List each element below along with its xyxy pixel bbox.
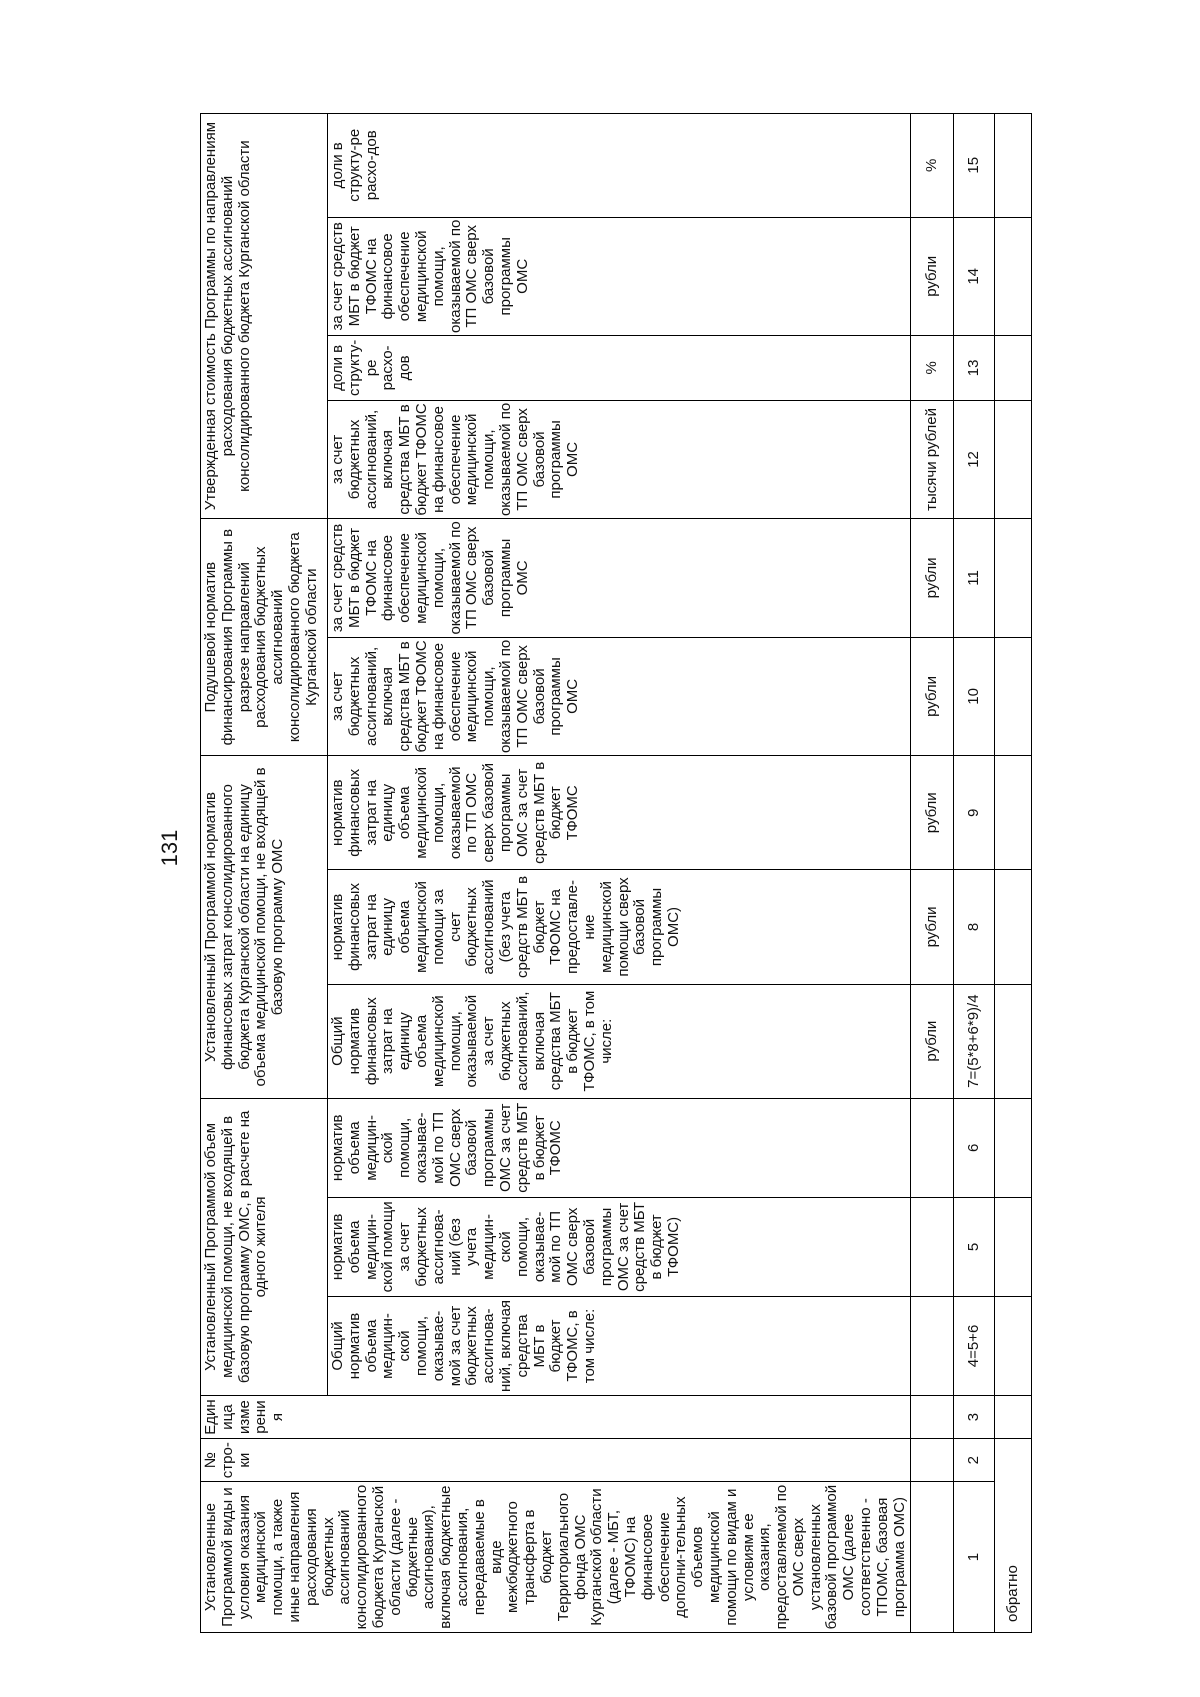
unit-cell: рубли bbox=[911, 217, 954, 335]
header-unit: Единица измерени я bbox=[201, 1396, 911, 1439]
column-number: 6 bbox=[954, 1098, 995, 1197]
header-col-15: доли в структу-ре расхо-дов bbox=[328, 114, 911, 218]
column-number: 3 bbox=[954, 1396, 995, 1439]
unit-cell: рубли bbox=[911, 756, 954, 870]
header-volume-group: Установленный Программой объем медицинской помощи, не входящей в базовую программу ОМС, в расчете на одного жителя bbox=[201, 1098, 328, 1395]
column-number: 12 bbox=[954, 400, 995, 518]
header-col-14: за счет средств МБТ в бюджет ТФОМС на финансовое обеспечение медицинской помощи, оказываемой по ТП ОМС сверх базовой программы ОМС bbox=[328, 217, 911, 335]
empty-cell bbox=[995, 756, 1032, 870]
header-col-9: норматив финансовых затрат на единицу объема медицинской помощи, оказываемой по ТП ОМС сверх базовой программы ОМС за счет средств МБТ в бюджет ТФОМС bbox=[328, 756, 911, 870]
unit-cell: рубли bbox=[911, 870, 954, 984]
unit-cell: % bbox=[911, 114, 954, 218]
footer-note: обратно bbox=[995, 1439, 1032, 1633]
empty-cell bbox=[995, 1296, 1032, 1395]
unit-cell: % bbox=[911, 336, 954, 401]
empty-cell bbox=[995, 1396, 1032, 1439]
header-col-11: за счет средств МБТ в бюджет ТФОМС на финансовое обеспечение медицинской помощи, оказываемой по ТП ОМС сверх базовой программы ОМС bbox=[328, 519, 911, 638]
column-numbers-row bbox=[954, 114, 995, 1633]
header-cost-norm-group: Установленный Программой норматив финансовых затрат консолидированного бюджета Курганской области на единицу объема медицинской помощи, не входящей в базовую программу ОМС bbox=[201, 756, 328, 1099]
empty-cell bbox=[995, 1098, 1032, 1197]
unit-cell bbox=[911, 1396, 954, 1439]
unit-cell: тысячи рублей bbox=[911, 400, 954, 518]
column-number: 13 bbox=[954, 336, 995, 401]
header-row-number: № стро-ки bbox=[201, 1439, 911, 1482]
header-col-7: Общий норматив финансовых затрат на единицу объема медицинской помощи, оказываемой за счет бюджетных ассигнований, включая средства МБТ в бюджет ТФОМС, в том числе: bbox=[328, 984, 911, 1098]
header-col-4: Общий норматив объема медицин-ской помощи, оказывае-мой за счет бюджетных ассигнова-ний, включая средства МБТ в бюджет ТФОМС, в том числе: bbox=[328, 1296, 911, 1395]
column-number: 2 bbox=[954, 1439, 995, 1482]
header-col-13: доли в структу-ре расхо-дов bbox=[328, 336, 911, 401]
unit-cell: рубли bbox=[911, 519, 954, 638]
column-number: 14 bbox=[954, 217, 995, 335]
column-number: 4=5+6 bbox=[954, 1296, 995, 1395]
unit-cell: рубли bbox=[911, 637, 954, 755]
unit-cell bbox=[911, 1197, 954, 1296]
header-col-5: норматив объема медицин-ской помощи за счет бюджетных ассигнова-ний (без учета медицин-ской помощи, оказывае-мой по ТП ОМС сверх базовой программы ОМС за счет средств МБТ в бюджет ТФОМС) bbox=[328, 1197, 911, 1296]
rotated-table-container bbox=[200, 113, 1030, 1633]
column-number: 8 bbox=[954, 870, 995, 984]
header-row-top bbox=[201, 114, 328, 1633]
empty-cell bbox=[995, 984, 1032, 1098]
unit-cell bbox=[911, 1098, 954, 1197]
unit-cell: рубли bbox=[911, 984, 954, 1098]
header-col-8: норматив финансовых затрат на единицу объема медицинской помощи за счет бюджетных ассигнований (без учета средств МБТ в бюджет ТФОМС на предоставле-ние медицинской помощи сверх базовой программы ОМС) bbox=[328, 870, 911, 984]
header-col-6: норматив объема медицин-ской помощи, оказывае-мой по ТП ОМС сверх базовой программы ОМС за счет средств МБТ в бюджет ТФОМС bbox=[328, 1098, 911, 1197]
empty-cell bbox=[995, 637, 1032, 755]
header-col-10: за счет бюджетных ассигнований, включая средства МБТ в бюджет ТФОМС на финансовое обеспечение медицинской помощи, оказываемой по ТП ОМС сверх базовой программы ОМС bbox=[328, 637, 911, 755]
unit-cell bbox=[911, 1439, 954, 1482]
empty-cell bbox=[995, 400, 1032, 518]
footer-row bbox=[995, 114, 1032, 1633]
empty-cell bbox=[995, 336, 1032, 401]
empty-cell bbox=[995, 519, 1032, 638]
column-number: 11 bbox=[954, 519, 995, 638]
empty-cell bbox=[995, 217, 1032, 335]
column-number: 9 bbox=[954, 756, 995, 870]
header-per-capita-group: Подушевой норматив финансирования Программы в разрезе направлений расходования бюджетных ассигнований консолидированного бюджета Курганской области bbox=[201, 519, 328, 756]
units-row bbox=[911, 114, 954, 1633]
empty-cell bbox=[995, 114, 1032, 218]
empty-cell bbox=[995, 1197, 1032, 1296]
header-kinds-of-care: Установленные Программой виды и условия оказания медицинской помощи, а также иные направления расходования бюджетных ассигнований консолидированного бюджета Курганской области (далее - бюджетные ассигнования), включая бюджетные ассигнования, передаваемые в виде межбюджетного трансферта в бюджет Территориального фонда ОМС Курганской области (далее - МБТ, ТФОМС) на финансовое обеспечение дополни-тельных объемов медицинской помощи по видам и условиям ее оказания, предоставляемой по ОМС сверх установленных базовой программой ОМС (далее соответственно - ТПОМС, базовая программа ОМС) bbox=[201, 1482, 911, 1633]
header-col-12: за счет бюджетных ассигнований, включая средства МБТ в бюджет ТФОМС на финансовое обеспечение медицинской помощи, оказываемой по ТП ОМС сверх базовой программы ОМС bbox=[328, 400, 911, 518]
data-table bbox=[200, 113, 1032, 1633]
column-number: 5 bbox=[954, 1197, 995, 1296]
column-number: 7=(5*8+6*9)/4 bbox=[954, 984, 995, 1098]
unit-cell bbox=[911, 1482, 954, 1633]
column-number: 1 bbox=[954, 1482, 995, 1633]
unit-cell bbox=[911, 1296, 954, 1395]
header-approved-cost-group: Утвержденная стоимость Программы по направлениям расходования бюджетных ассигнований консолидированного бюджета Курганской области bbox=[201, 114, 328, 519]
empty-cell bbox=[995, 870, 1032, 984]
column-number: 15 bbox=[954, 114, 995, 218]
page-number: 131 bbox=[157, 829, 182, 867]
column-number: 10 bbox=[954, 637, 995, 755]
